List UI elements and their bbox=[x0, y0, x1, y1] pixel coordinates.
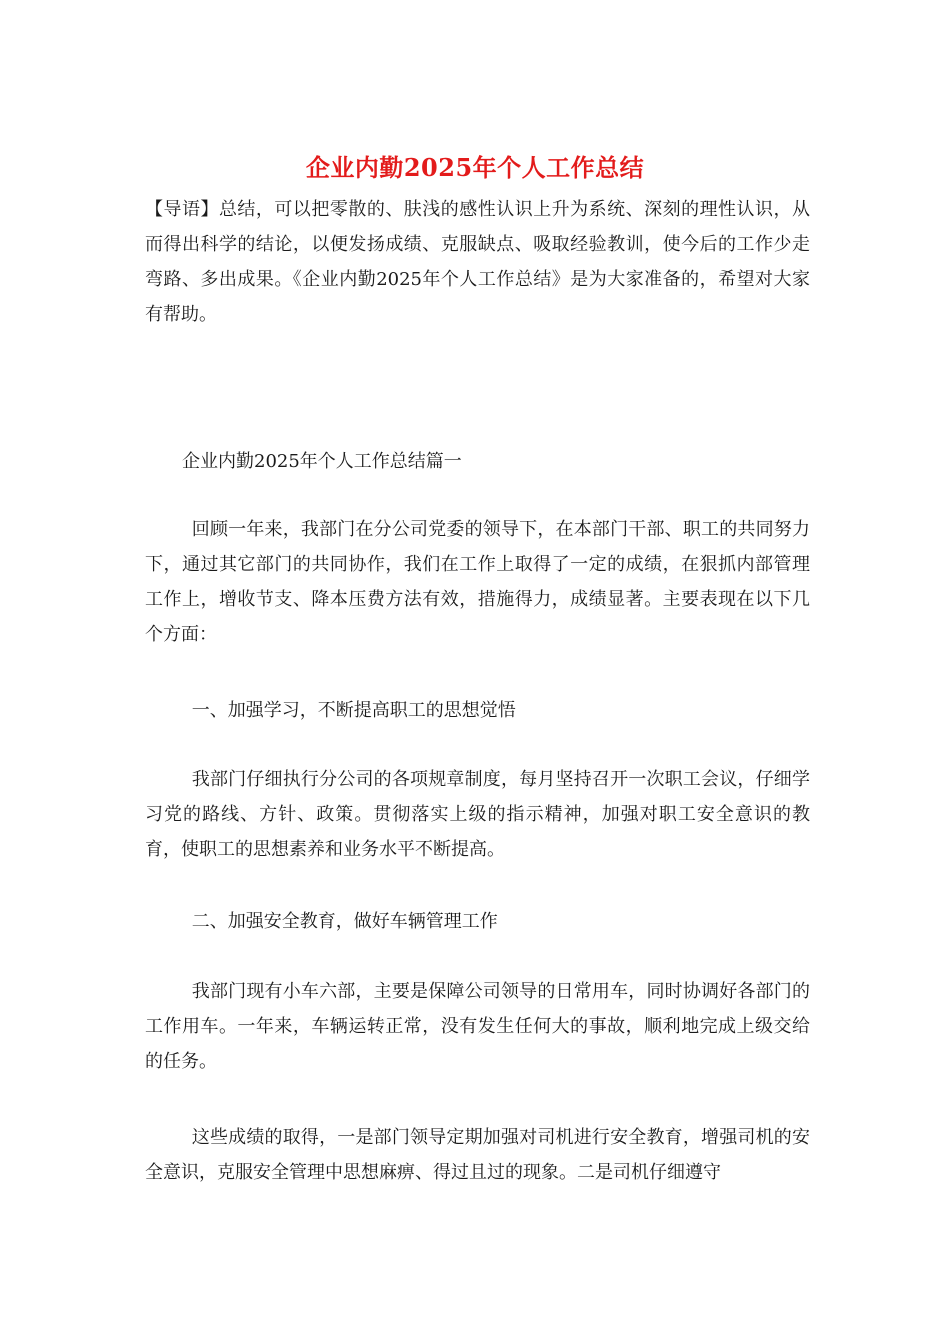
body-paragraph-4: 这些成绩的取得，一是部门领导定期加强对司机进行安全教育，增强司机的安全意识，克服安全管理中思想麻痹、得过且过的现象。二是司机仔细遵守 bbox=[145, 1127, 810, 1183]
body-paragraph-2: 我部门仔细执行分公司的各项规章制度，每月坚持召开一次职工会议，仔细学习党的路线、方针、政策。贯彻落实上级的指示精神，加强对职工安全意识的教育，使职工的思想素养和业务水平不断提高。 bbox=[145, 769, 810, 860]
body-paragraph-3: 我部门现有小车六部，主要是保障公司领导的日常用车，同时协调好各部门的工作用车。一年来，车辆运转正常，没有发生任何大的事故，顺利地完成上级交给的任务。 bbox=[145, 981, 810, 1072]
section-heading-2: 二、加强安全教育，做好车辆管理工作 bbox=[191, 911, 498, 932]
intro-paragraph: 【导语】总结，可以把零散的、肤浅的感性认识上升为系统、深刻的理性认识，从而得出科学的结论，以便发扬成绩、克服缺点、吸取经验教训，使今后的工作少走弯路、多出成果。《企业内勤2025年个人工作总结》是为大家准备的，希望对大家有帮助。 bbox=[145, 199, 810, 325]
section-heading-1: 一、加强学习，不断提高职工的思想觉悟 bbox=[191, 700, 516, 721]
document-title: 企业内勤2025年个人工作总结 bbox=[305, 153, 645, 182]
body-paragraph-1: 回顾一年来，我部门在分公司党委的领导下，在本部门干部、职工的共同努力下，通过其它部门的共同协作，我们在工作上取得了一定的成绩，在狠抓内部管理工作上，增收节支、降本压费方法有效，措施得力，成绩显著。主要表现在以下几个方面： bbox=[145, 519, 810, 645]
section-title: 企业内勤2025年个人工作总结篇一 bbox=[182, 451, 462, 472]
